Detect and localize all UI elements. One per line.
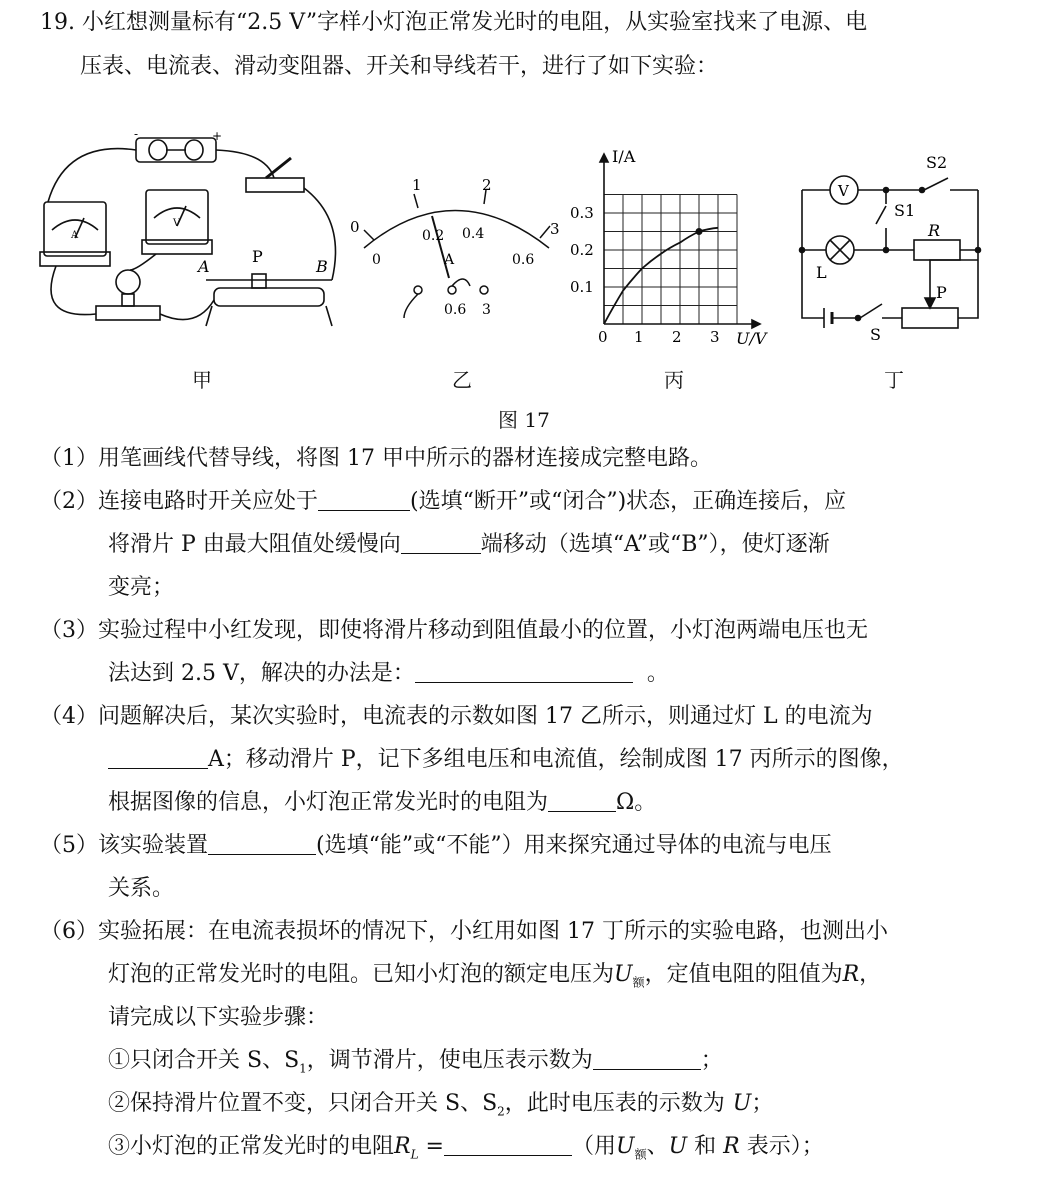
part-5-text-b: (选填“能”或“不能”）用来探究通过导体的电流与电压 <box>316 833 832 858</box>
wire <box>802 190 824 318</box>
battery-minus-label: - <box>134 130 139 141</box>
dial-inner-06: 0.6 <box>512 252 535 268</box>
question-line-1 <box>40 8 867 38</box>
part-6-text-b3: ， <box>859 962 882 987</box>
dial-unit: A <box>444 252 455 268</box>
part-6-text-b2: ，定值电阻的阻值为 <box>644 962 843 987</box>
rheostat-slider-arrow <box>925 298 935 308</box>
answer-blank-can-explore[interactable] <box>208 832 316 855</box>
switch-s <box>860 304 882 318</box>
rheostat-symbol <box>902 308 958 328</box>
x-tick-0: 0 <box>598 328 608 346</box>
marked-point <box>696 228 703 235</box>
dial-outer-3: 3 <box>550 220 560 238</box>
step-3-symbol-r2: R <box>723 1134 740 1159</box>
y-tick-02: 0.2 <box>570 241 594 259</box>
step-1-text-b: ，调节滑片，使电压表示数为 <box>306 1048 593 1073</box>
part-2-text-c: 将滑片 P 由最大阻值处缓慢向 <box>108 532 401 557</box>
lamp-label: L <box>816 263 827 282</box>
svg-text:V: V <box>173 218 181 229</box>
part-6-line-2 <box>108 960 881 997</box>
step-2-text-b: ，此时电压表的示数为 <box>504 1091 725 1116</box>
step-1 <box>108 1046 723 1083</box>
answer-blank-resistance-expression[interactable] <box>444 1133 572 1156</box>
voltmeter-label: V <box>838 182 849 200</box>
switch-base <box>246 178 304 192</box>
part-5-text-a: （5）该实验装置 <box>40 833 208 858</box>
part-4-line-3 <box>108 788 656 818</box>
rheostat-label-p: P <box>252 247 263 266</box>
step-3-symbol-r: R <box>394 1134 411 1159</box>
question-number: 19. <box>40 10 75 35</box>
switch-s1 <box>876 206 886 224</box>
step-3-symbol-u1: U <box>616 1134 635 1159</box>
step-3-sub-rated: 额 <box>634 1147 647 1162</box>
step-2-text-c: ； <box>751 1091 774 1116</box>
part-2-text-a: （2）连接电路时开关应处于 <box>40 489 318 514</box>
switch-s1-label: S1 <box>894 201 916 220</box>
figure-label-yi: 乙 <box>452 368 472 392</box>
figure-jia-apparatus <box>36 130 346 340</box>
y-axis-label: I/A <box>612 147 636 166</box>
step-3-text-d: 、 <box>646 1134 669 1159</box>
question-intro-1: 小红想测量标有“2.5 V”字样小灯泡正常发光时的电阻，从实验室找来了电源、电 <box>82 10 868 35</box>
part-4-text-d: Ω。 <box>616 790 657 815</box>
part-2-line-2 <box>108 530 830 560</box>
part-6-text-b1: 灯泡的正常发光时的电阻。已知小灯泡的额定电压为 <box>108 962 615 987</box>
figure-ding-circuit <box>790 148 990 348</box>
battery-plus-label: + <box>212 130 223 143</box>
step-1-sub: 1 <box>299 1061 307 1076</box>
step-1-text-c: ； <box>700 1048 723 1073</box>
terminal-label-06: 0.6 <box>444 302 467 318</box>
step-3-text-a: ③小灯泡的正常发光时的电阻 <box>108 1134 395 1159</box>
switch-s-label: S <box>870 325 881 344</box>
answer-blank-resistance[interactable] <box>548 789 616 812</box>
part-2-text-b: (选填“断开”或“闭合”)状态，正确连接后，应 <box>410 489 847 514</box>
answer-blank-voltage[interactable] <box>593 1047 701 1070</box>
y-tick-01: 0.1 <box>570 278 594 296</box>
step-3-text-e: 和 <box>687 1134 724 1159</box>
part-3-line-2 <box>108 659 669 689</box>
wire <box>48 149 136 202</box>
step-3 <box>108 1132 824 1169</box>
part-4-text-b: A；移动滑片 P，记下多组电压和电流值，绘制成图 17 丙所示的图像， <box>208 747 904 772</box>
part-5-text-c: 关系。 <box>108 876 175 901</box>
step-2-symbol-u: U <box>732 1091 752 1116</box>
x-axis-arrow <box>752 320 760 328</box>
dial-inner-02: 0.2 <box>422 228 445 244</box>
part-6-text-c: 请完成以下实验步骤： <box>108 1005 329 1030</box>
symbol-r: R <box>842 962 860 987</box>
question-intro-2: 压表、电流表、滑动变阻器、开关和导线若干，进行了如下实验： <box>80 54 719 79</box>
part-6-line-1: （6）实验拓展：在电流表损坏的情况下，小红用如图 17 丁所示的实验电路，也测出小 <box>40 919 888 944</box>
step-3-sub-l: L <box>410 1147 419 1162</box>
figure-label-bing: 丙 <box>664 368 684 392</box>
terminal-minus <box>414 286 422 294</box>
step-3-equals: = <box>418 1134 444 1159</box>
slider-label: P <box>936 283 947 302</box>
bulb-base <box>96 306 160 320</box>
x-tick-2: 2 <box>672 328 682 346</box>
dial-inner-0: 0 <box>372 252 381 268</box>
part-1: （1）用笔画线代替导线，将图 17 甲中所示的器材连接成完整电路。 <box>40 446 712 471</box>
figure-bing-iu-chart <box>560 140 790 350</box>
part-3-text-c: 。 <box>646 661 669 686</box>
figure-label-jia: 甲 <box>192 368 212 392</box>
symbol-u-sub: 额 <box>632 975 645 990</box>
dial-inner-04: 0.4 <box>462 226 485 242</box>
dial-outer-2: 2 <box>482 176 492 194</box>
step-2-sub: 2 <box>497 1104 505 1119</box>
part-4-line-2 <box>108 745 904 775</box>
part-4-line-1: （4）问题解决后，某次实验时，电流表的示数如图 17 乙所示，则通过灯 L 的电流为 <box>40 704 873 729</box>
part-2-text-d: 端移动（选填“A”或“B”），使灯逐渐 <box>480 532 830 557</box>
x-tick-1: 1 <box>634 328 644 346</box>
part-3-line-1: （3）实验过程中小红发现，即使将滑片移动到阻值最小的位置，小灯泡两端电压也无 <box>40 618 868 643</box>
bulb <box>116 270 140 294</box>
step-2-text-a: ②保持滑片位置不变，只闭合开关 S、S <box>108 1091 498 1116</box>
symbol-u: U <box>614 962 633 987</box>
rheostat <box>214 288 324 306</box>
resistor-label: R <box>928 221 941 240</box>
terminal-label-3: 3 <box>482 302 491 318</box>
answer-blank-direction[interactable] <box>401 531 481 554</box>
answer-blank-current[interactable] <box>108 746 208 769</box>
dial-outer-1: 1 <box>412 176 422 194</box>
step-3-symbol-u2: U <box>668 1134 688 1159</box>
answer-blank-solution[interactable] <box>415 660 633 683</box>
x-axis-label: U/V <box>736 329 767 348</box>
switch-s2-label: S2 <box>926 153 948 172</box>
step-2 <box>108 1089 773 1126</box>
step-3-text-c: （用 <box>572 1134 617 1159</box>
figure-label-ding: 丁 <box>884 368 904 392</box>
figure-yi-ammeter-dial <box>344 168 574 328</box>
resistor-r-symbol <box>914 240 960 260</box>
y-axis-arrow <box>600 154 608 162</box>
part-4-text-c: 根据图像的信息，小灯泡正常发光时的电阻为 <box>108 790 549 815</box>
y-tick-03: 0.3 <box>570 204 594 222</box>
x-tick-3: 3 <box>710 328 720 346</box>
dial-outer-0: 0 <box>350 218 360 236</box>
dial-tick <box>364 230 374 240</box>
figure-caption: 图 17 <box>498 408 550 432</box>
switch-s2 <box>924 178 948 190</box>
rheostat-label-b: B <box>316 257 328 276</box>
step-3-text-f: 表示）； <box>739 1134 824 1159</box>
svg-text:A: A <box>71 230 79 241</box>
part-2-text-e: 变亮； <box>108 575 175 600</box>
rheostat-label-a: A <box>198 257 210 276</box>
part-5-line-1 <box>40 831 832 861</box>
answer-blank-switch-state[interactable] <box>318 488 410 511</box>
dial-needle <box>432 216 449 278</box>
part-2-line-1 <box>40 487 846 517</box>
part-3-text-b: 法达到 2.5 V，解决的办法是： <box>108 661 415 686</box>
step-1-text-a: ①只闭合开关 S、S <box>108 1048 300 1073</box>
